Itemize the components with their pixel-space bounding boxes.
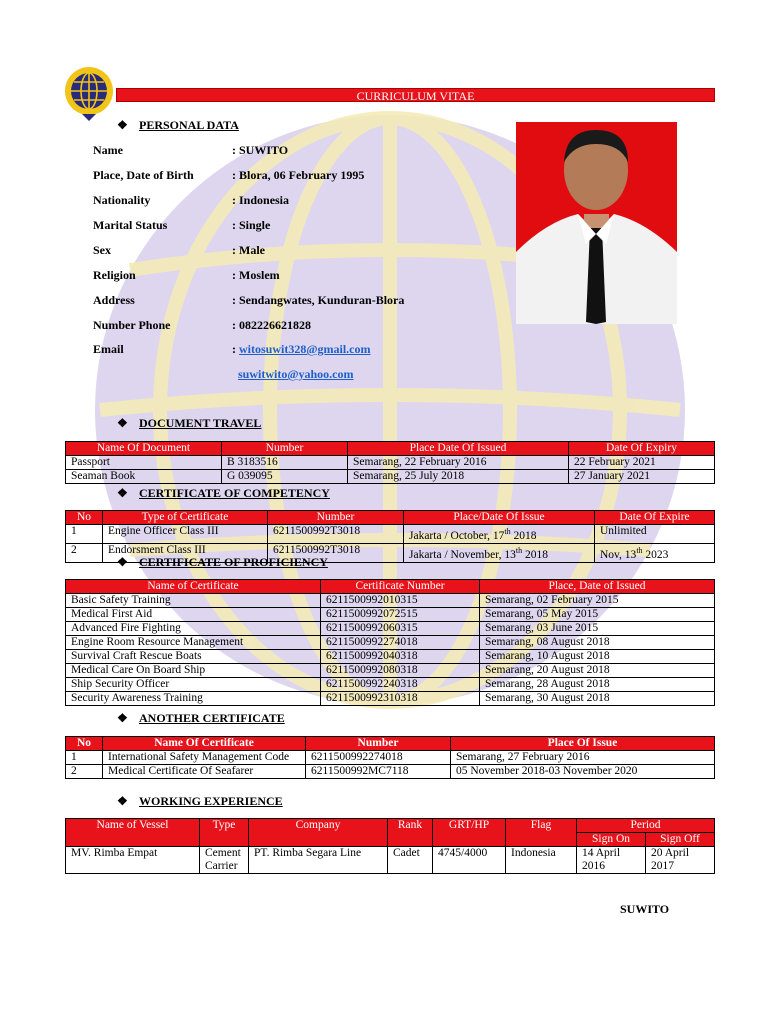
label-phone: Number Phone <box>93 318 171 332</box>
label-marital: Marital Status <box>93 218 168 232</box>
table-row <box>66 470 715 484</box>
table-cell: Survival Craft Rescue Boats <box>66 650 321 664</box>
table-cell: Jakarta / November, 13th 2018 <box>404 543 595 562</box>
table-cell: Semarang, 30 August 2018 <box>480 692 715 706</box>
col-header: Name Of Document <box>66 442 222 456</box>
table-cell: Medical First Aid <box>66 608 321 622</box>
table-row <box>66 765 715 779</box>
col-header: Place Of Issue <box>451 737 715 751</box>
table-row <box>66 664 715 678</box>
col-header: Date Of Expire <box>595 511 715 525</box>
table-row <box>66 692 715 706</box>
col-header: Flag <box>506 819 577 847</box>
value-phone: : 082226621828 <box>232 318 311 332</box>
col-header: GRT/HP <box>433 819 506 847</box>
signature-name: SUWITO <box>620 902 670 916</box>
working-experience-table <box>65 818 715 874</box>
table-cell: Security Awareness Training <box>66 692 321 706</box>
table-cell: 22 February 2021 <box>569 456 715 470</box>
another-certificate-heading: ❖ ANOTHER CERTIFICATE <box>117 711 285 725</box>
col-header: Name Of Certificate <box>103 737 306 751</box>
value-email <box>232 342 370 357</box>
table-cell: Semarang, 05 May 2015 <box>480 608 715 622</box>
value-name: : SUWITO <box>232 143 289 157</box>
table-cell: Advanced Fire Fighting <box>66 622 321 636</box>
table-header-row <box>66 819 715 833</box>
email-link-yahoo[interactable] <box>238 367 354 382</box>
col-header: Company <box>249 819 388 847</box>
table-cell: Medical Care On Board Ship <box>66 664 321 678</box>
label-religion: Religion <box>93 268 136 282</box>
proficiency-table <box>65 579 715 706</box>
table-cell: Nov, 13th 2023 <box>595 543 715 562</box>
email-link-gmail[interactable]: witosuwit328@gmail.com <box>239 342 371 356</box>
table-row <box>66 636 715 650</box>
table-cell: 14 April 2016 <box>577 847 646 874</box>
table-cell: Seaman Book <box>66 470 222 484</box>
table-cell: 6211500992080318 <box>321 664 480 678</box>
col-subheader: Sign Off <box>646 833 715 847</box>
table-cell: International Safety Management Code <box>103 751 306 765</box>
document-travel-heading: ❖ DOCUMENT TRAVEL <box>117 416 262 430</box>
diamond-bullet-icon: ❖ <box>117 794 128 808</box>
table-row <box>66 525 715 544</box>
table-cell: 6211500992010315 <box>321 594 480 608</box>
personal-data-heading: ❖ PERSONAL DATA <box>117 118 239 132</box>
table-cell: Cadet <box>388 847 433 874</box>
col-header: Rank <box>388 819 433 847</box>
diamond-bullet-icon: ❖ <box>117 486 128 500</box>
table-cell: 6211500992T3018 <box>268 525 404 544</box>
col-subheader: Sign On <box>577 833 646 847</box>
col-header: Number <box>306 737 451 751</box>
col-header: Type of Certificate <box>103 511 268 525</box>
table-cell: 6211500992T3018 <box>268 543 404 562</box>
diamond-bullet-icon: ❖ <box>117 711 128 725</box>
table-row <box>66 608 715 622</box>
competency-heading: ❖ CERTIFICATE OF COMPETENCY <box>117 486 330 500</box>
diamond-bullet-icon: ❖ <box>117 118 128 132</box>
value-address: : Sendangwates, Kunduran-Blora <box>232 293 405 307</box>
label-name: Name <box>93 143 123 157</box>
table-cell: 27 January 2021 <box>569 470 715 484</box>
col-header: Place Date Of Issued <box>348 442 569 456</box>
table-cell: 6211500992274018 <box>321 636 480 650</box>
diamond-bullet-icon: ❖ <box>117 555 128 569</box>
table-header-row <box>66 442 715 456</box>
value-nationality: : Indonesia <box>232 193 290 207</box>
col-header: No <box>66 737 103 751</box>
working-experience-heading: ❖ WORKING EXPERIENCE <box>117 794 283 808</box>
table-cell: Semarang, 03 June 2015 <box>480 622 715 636</box>
table-row <box>66 847 715 874</box>
table-cell: Ship Security Officer <box>66 678 321 692</box>
table-cell: 6211500992240318 <box>321 678 480 692</box>
label-birth: Place, Date of Birth <box>93 168 194 182</box>
proficiency-heading: ❖ CERTIFICATE OF PROFICIENCY <box>117 555 328 569</box>
table-header-row <box>66 580 715 594</box>
table-cell: Cement Carrier <box>200 847 249 874</box>
table-cell: Endorsment Class III <box>103 543 268 562</box>
table-header-row <box>66 511 715 525</box>
table-cell: Passport <box>66 456 222 470</box>
table-row <box>66 751 715 765</box>
table-row <box>66 622 715 636</box>
table-cell: 2 <box>66 543 103 562</box>
table-cell: Semarang, 08 August 2018 <box>480 636 715 650</box>
table-cell: 4745/4000 <box>433 847 506 874</box>
table-cell: Semarang, 10 August 2018 <box>480 650 715 664</box>
table-cell: 1 <box>66 751 103 765</box>
table-cell: Medical Certificate Of Seafarer <box>103 765 306 779</box>
label-nationality: Nationality <box>93 193 151 207</box>
table-cell: Unlimited <box>595 525 715 544</box>
profile-photo <box>516 122 677 324</box>
table-cell: Semarang, 25 July 2018 <box>348 470 569 484</box>
table-cell: Semarang, 02 February 2015 <box>480 594 715 608</box>
value-sex: : Male <box>232 243 265 257</box>
value-marital: : Single <box>232 218 271 232</box>
col-header: Number <box>268 511 404 525</box>
value-religion: : Moslem <box>232 268 280 282</box>
another-certificate-table <box>65 736 715 779</box>
table-cell: 6211500992MC7118 <box>306 765 451 779</box>
table-cell: 2 <box>66 765 103 779</box>
table-cell: Engine Room Resource Management <box>66 636 321 650</box>
table-row <box>66 594 715 608</box>
value-birth: : Blora, 06 February 1995 <box>232 168 365 182</box>
table-cell: MV. Rimba Empat <box>66 847 200 874</box>
col-header: No <box>66 511 103 525</box>
table-cell: Basic Safety Training <box>66 594 321 608</box>
col-header: Certificate Number <box>321 580 480 594</box>
label-email: Email <box>93 342 124 356</box>
table-row <box>66 650 715 664</box>
table-cell: Semarang, 22 February 2016 <box>348 456 569 470</box>
table-row <box>66 678 715 692</box>
table-cell: 6211500992060315 <box>321 622 480 636</box>
email-yahoo-text[interactable]: suwitwito@yahoo.com <box>238 367 354 381</box>
table-cell: 20 April 2017 <box>646 847 715 874</box>
table-cell: G 039095 <box>222 470 348 484</box>
table-cell: Engine Officer Class III <box>103 525 268 544</box>
table-cell: 05 November 2018-03 November 2020 <box>451 765 715 779</box>
table-cell: PT. Rimba Segara Line <box>249 847 388 874</box>
table-cell: 6211500992040318 <box>321 650 480 664</box>
label-sex: Sex <box>93 243 111 257</box>
table-header-row <box>66 737 715 751</box>
col-header: Name of Vessel <box>66 819 200 847</box>
col-header: Place, Date of Issued <box>480 580 715 594</box>
table-row <box>66 456 715 470</box>
logo-icon <box>62 64 116 122</box>
email-colon: : <box>232 342 239 356</box>
table-cell: 6211500992310318 <box>321 692 480 706</box>
table-cell: 1 <box>66 525 103 544</box>
col-header: Period <box>577 819 715 833</box>
table-cell: 6211500992072515 <box>321 608 480 622</box>
table-cell: Semarang, 27 February 2016 <box>451 751 715 765</box>
col-header: Type <box>200 819 249 847</box>
table-cell: 6211500992274018 <box>306 751 451 765</box>
document-travel-table <box>65 441 715 484</box>
cv-title-banner: CURRICULUM VITAE <box>116 88 715 102</box>
col-header: Date Of Expiry <box>569 442 715 456</box>
col-header: Name of Certificate <box>66 580 321 594</box>
col-header: Number <box>222 442 348 456</box>
diamond-bullet-icon: ❖ <box>117 416 128 430</box>
table-cell: Semarang, 20 August 2018 <box>480 664 715 678</box>
col-header: Place/Date Of Issue <box>404 511 595 525</box>
table-cell: Semarang, 28 August 2018 <box>480 678 715 692</box>
table-cell: Indonesia <box>506 847 577 874</box>
table-cell: Jakarta / October, 17th 2018 <box>404 525 595 544</box>
table-cell: B 3183516 <box>222 456 348 470</box>
label-address: Address <box>93 293 135 307</box>
